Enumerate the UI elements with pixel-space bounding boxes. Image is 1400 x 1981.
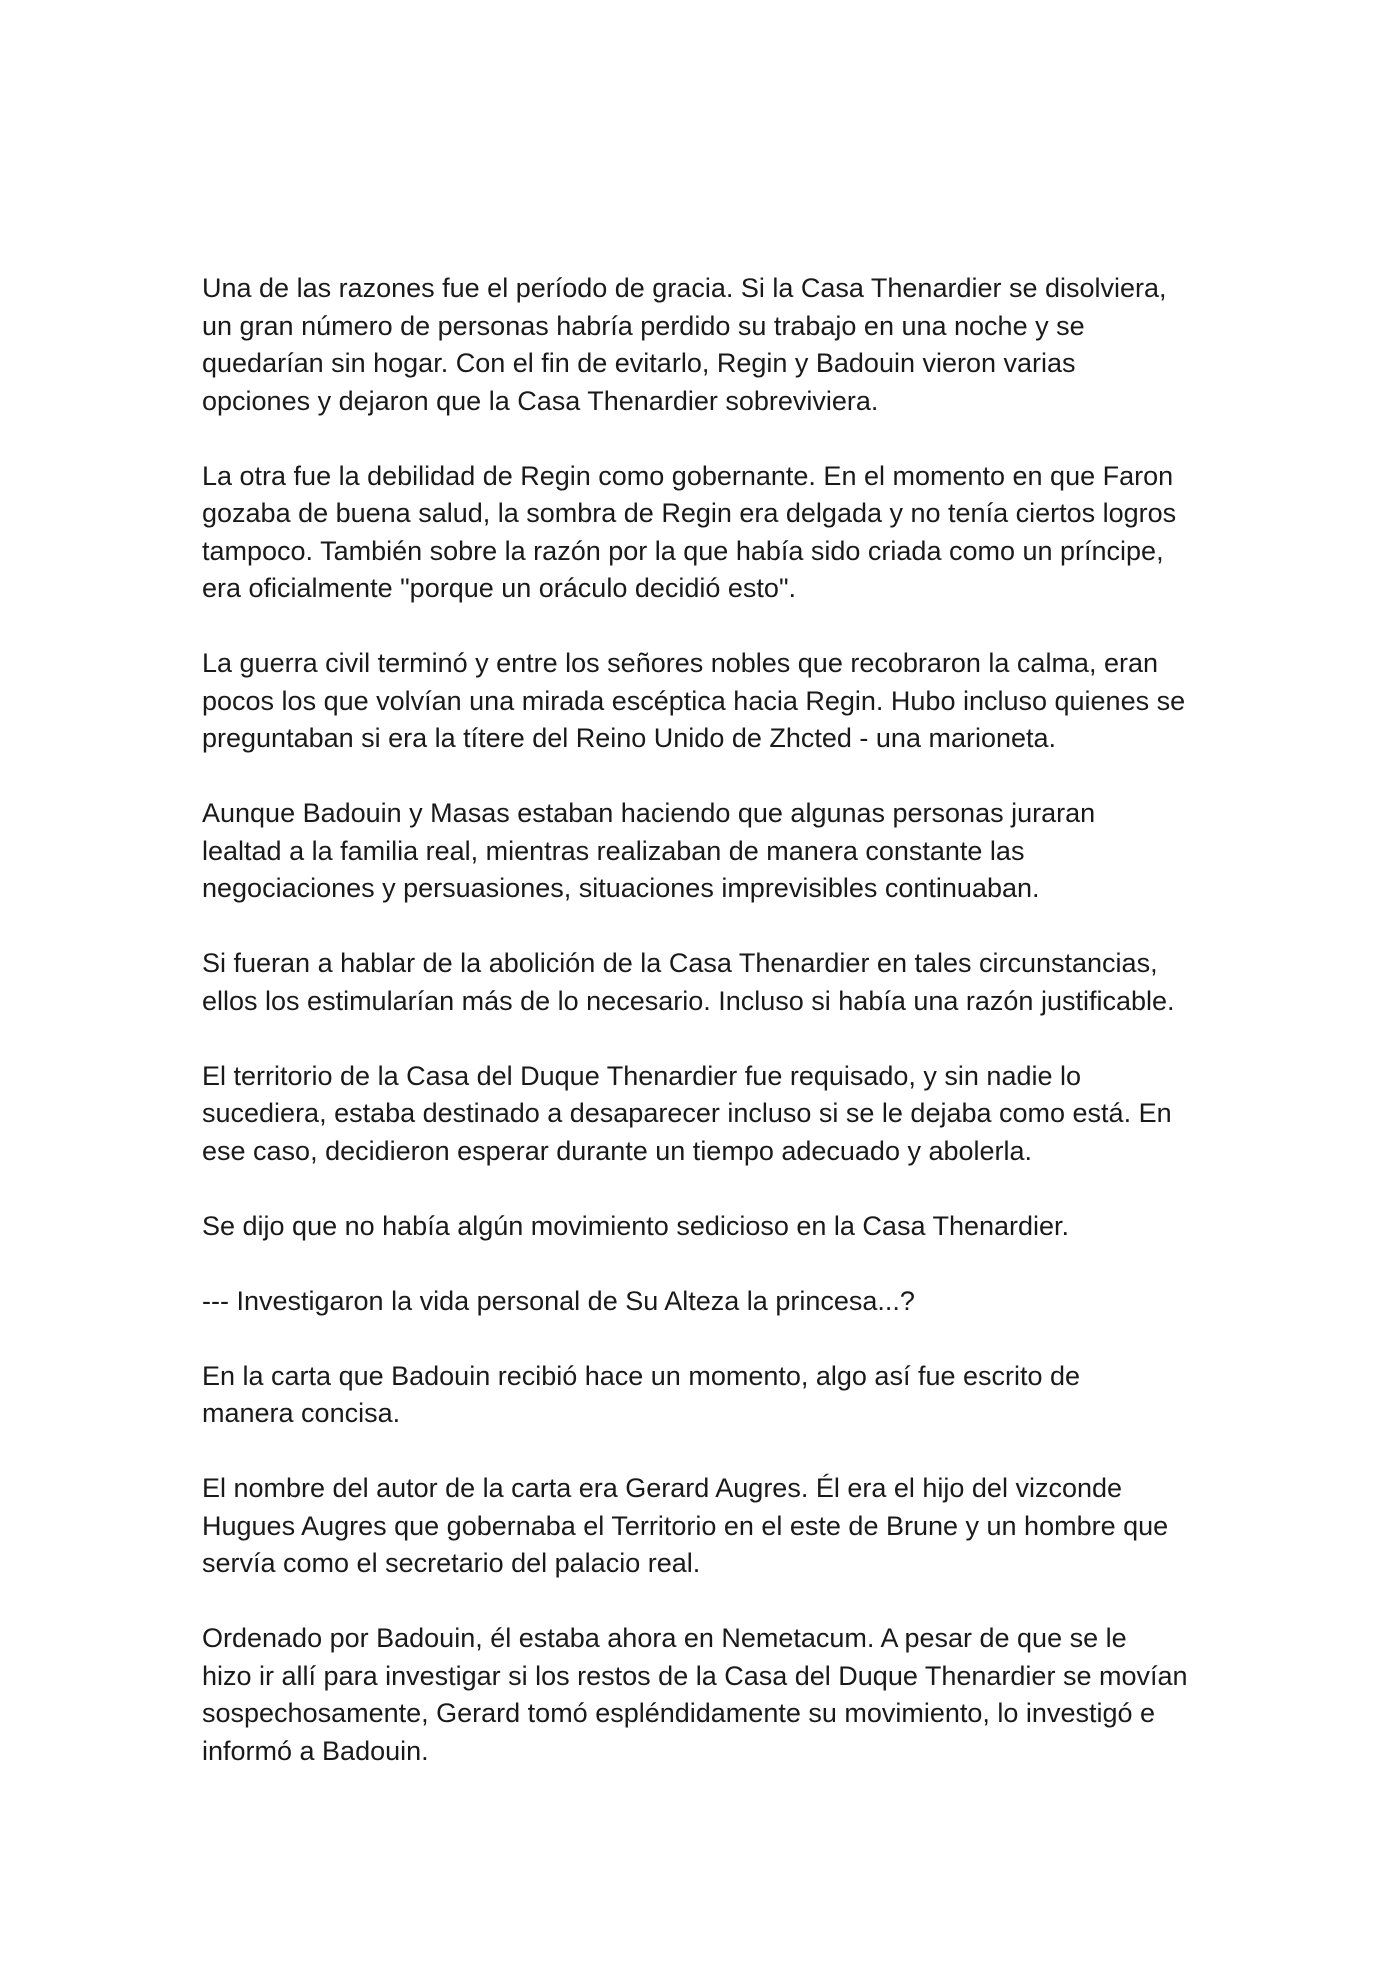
paragraph-8: --- Investigaron la vida personal de Su Alteza la princesa...? — [202, 1285, 915, 1316]
paragraph-6: El territorio de la Casa del Duque Thenardier fue requisado, y sin nadie lo sucediera, estaba destinado a desaparecer incluso si se le dejaba como está. En ese caso, decidieron esperar durante un tiempo adecuado y abolerla. — [202, 1060, 1172, 1166]
paragraph-5: Si fueran a hablar de la abolición de la Casa Thenardier en tales circunstancias, ellos los estimularían más de lo necesario. Incluso si había una razón justificable. — [202, 948, 1175, 1016]
paragraph-9: En la carta que Badouin recibió hace un momento, algo así fue escrito de manera concisa. — [202, 1360, 1081, 1428]
paragraph-10: El nombre del autor de la carta era Gerard Augres. Él era el hijo del vizconde Hugues Augres que gobernaba el Territorio en el este de Brune y un hombre que servía como el secretario del palacio real. — [202, 1473, 1169, 1578]
paragraph-11: Ordenado por Badouin, él estaba ahora en Nemetacum. A pesar de que se le hizo ir allí para investigar si los restos de la Casa del Duque Thenardier se movían sospechosamente, Gerard tomó espléndidamente su movimiento, lo investigó e informó a Badouin. — [202, 1623, 1188, 1766]
paragraph-4: Aunque Badouin y Masas estaban haciendo que algunas personas juraran lealtad a la familia real, mientras realizaban de manera constante las negociaciones y persuasiones, situaciones imprevisibles continuaban. — [202, 798, 1096, 903]
paragraph-3: La guerra civil terminó y entre los señores nobles que recobraron la calma, eran pocos los que volvían una mirada escéptica hacia Regin. Hubo incluso quienes se preguntaban si era la títere del Reino Unido de Zhcted - una marioneta. — [202, 648, 1186, 753]
paragraph-2: La otra fue la debilidad de Regin como gobernante. En el momento en que Faron gozaba de buena salud, la sombra de Regin era delgada y no tenía ciertos logros tampoco. También sobre la razón por la que había sido criada como un príncipe, era oficialmente "porque un oráculo decidió esto". — [202, 460, 1177, 603]
paragraph-7: Se dijo que no había algún movimiento sedicioso en la Casa Thenardier. — [202, 1210, 1070, 1241]
document-body — [202, 270, 1212, 1808]
paragraph-1: Una de las razones fue el período de gracia. Si la Casa Thenardier se disolviera, un gran número de personas habría perdido su trabajo en una noche y se quedarían sin hogar. Con el fin de evitarlo, Regin y Badouin vieron varias opciones y dejaron que la Casa Thenardier sobreviviera. — [202, 273, 1167, 416]
